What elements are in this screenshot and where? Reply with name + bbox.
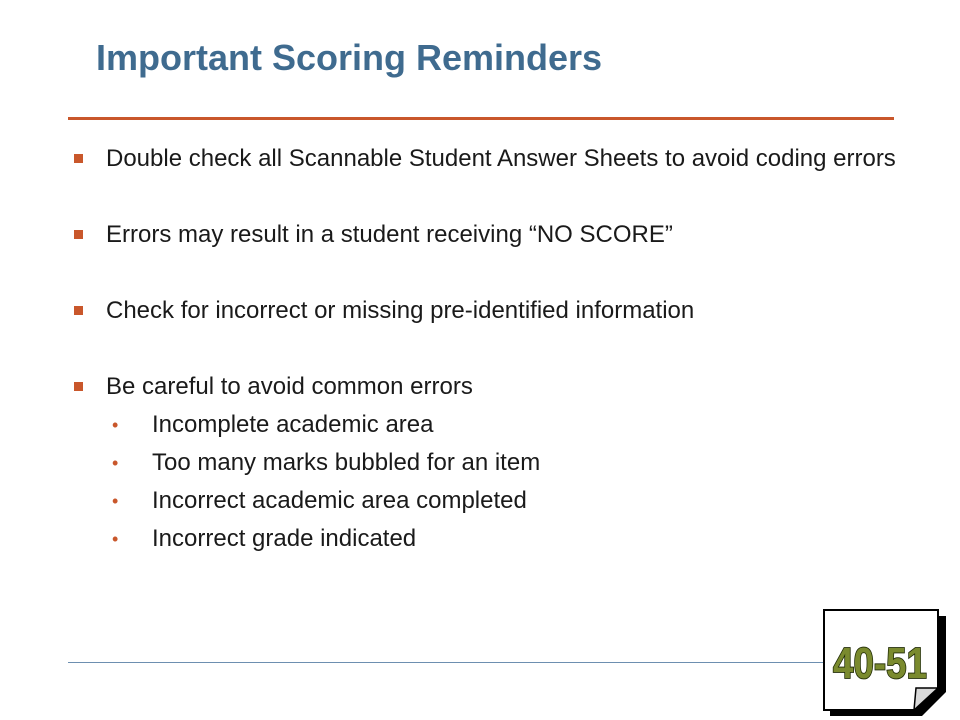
- round-bullet-icon: •: [112, 453, 119, 473]
- bullet-text: Double check all Scannable Student Answer Sheets to avoid coding errors: [106, 145, 896, 172]
- bullet-text: Be careful to avoid common errors: [106, 373, 473, 400]
- round-bullet-icon: •: [112, 415, 119, 435]
- bullet-item: [72, 368, 902, 558]
- slide-title: Important Scoring Reminders: [96, 37, 603, 78]
- bullet-item: [72, 140, 902, 178]
- title-divider: [68, 117, 894, 120]
- round-bullet-icon: •: [112, 491, 119, 511]
- page-reference-badge: [820, 606, 956, 716]
- bullet-text: Errors may result in a student receiving “NO SCORE”: [106, 221, 673, 248]
- sub-bullet-text: Incomplete academic area: [152, 411, 434, 438]
- sub-bullet-text: Too many marks bubbled for an item: [152, 449, 541, 476]
- sub-bullet-item: [106, 444, 902, 482]
- bullet-item: [72, 216, 902, 254]
- page-badge-text: 40-51: [833, 639, 927, 688]
- sub-bullet-text: Incorrect academic area completed: [152, 487, 527, 514]
- bullet-item: [72, 292, 902, 330]
- footer-divider: [68, 662, 828, 663]
- bullet-list: [72, 140, 902, 558]
- square-bullet-icon: [74, 154, 83, 163]
- square-bullet-icon: [74, 230, 83, 239]
- sub-bullet-item: [106, 406, 902, 444]
- sub-bullet-item: [106, 520, 902, 558]
- sub-bullet-list: [106, 406, 902, 558]
- sub-bullet-text: Incorrect grade indicated: [152, 525, 417, 552]
- sub-bullet-item: [106, 482, 902, 520]
- bullet-text: Check for incorrect or missing pre-identified information: [106, 297, 695, 324]
- round-bullet-icon: •: [112, 529, 119, 549]
- square-bullet-icon: [74, 382, 83, 391]
- square-bullet-icon: [74, 306, 83, 315]
